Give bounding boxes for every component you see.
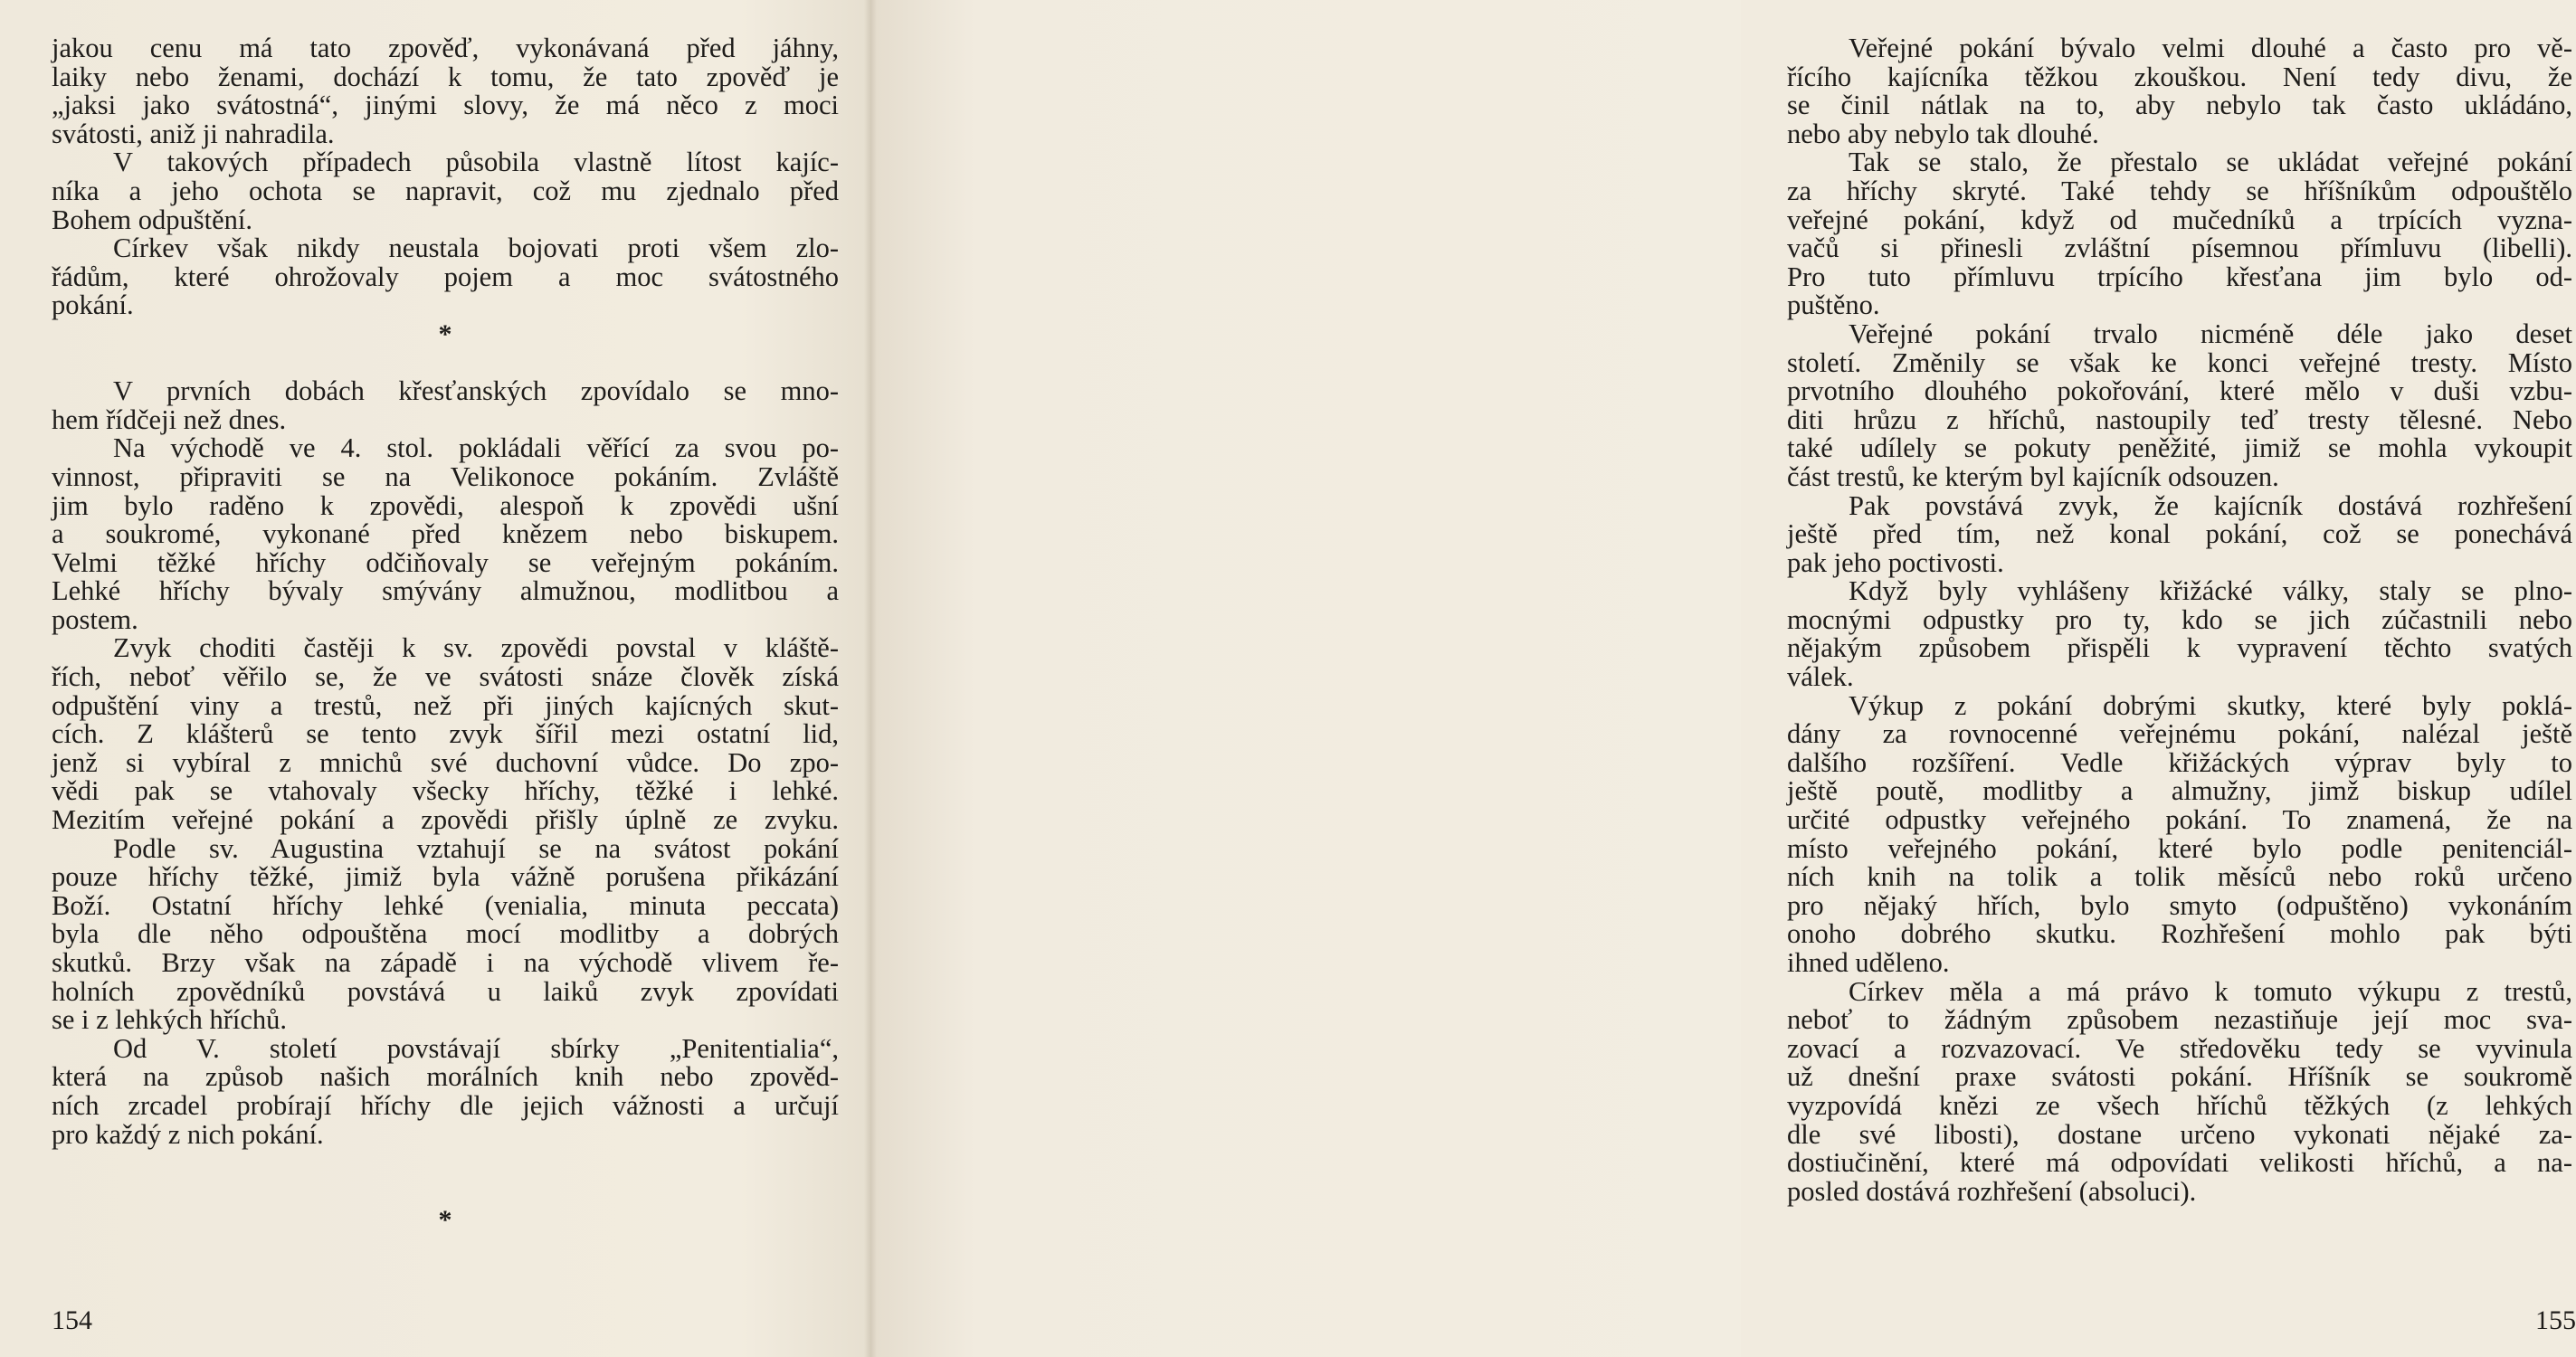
right-page-text-column xyxy=(1787,34,2572,1206)
text-line: Na východě ve 4. stol. pokládali věřící za svou po- xyxy=(113,432,839,464)
book-gutter xyxy=(864,0,877,1357)
text-line: mocnými odpustky pro ty, kdo se jich zúčastnili nebo xyxy=(1787,603,2572,635)
text-line: vačů si přinesli zvláštní písemnou přímluvu (libelli). xyxy=(1787,232,2572,264)
text-line: která na způsob našich morálních knih nebo zpověd- xyxy=(52,1061,839,1093)
text-line: skutků. Brzy však na západě i na východě vlivem ře- xyxy=(52,947,839,978)
text-line: nebo aby nebylo tak dlouhé. xyxy=(1787,118,2099,149)
text-line: Církev měla a má právo k tomuto výkupu z trestů, xyxy=(1849,975,2572,1007)
text-line: století. Změnily se však ke konci veřejné tresty. Místo xyxy=(1787,346,2572,378)
right-page xyxy=(870,0,2576,1357)
text-line: Boží. Ostatní hříchy lehké (venialia, minuta peccata) xyxy=(52,889,839,921)
text-line: za hříchy skryté. Také tehdy se hříšníkům odpouštělo xyxy=(1787,175,2572,206)
text-line: Zvyk choditi častěji k sv. zpovědi povstal v kláště- xyxy=(113,632,839,664)
text-line: posled dostává rozhřešení (absoluci). xyxy=(1787,1175,2197,1207)
text-line: ihned uděleno. xyxy=(1787,947,1950,978)
text-line: Bohem odpuštění. xyxy=(52,204,252,235)
text-line: „jaksi jako svátostná“, jinými slovy, že má něco z moci xyxy=(52,90,839,121)
text-line: Veřejné pokání bývalo velmi dlouhé a často pro vě- xyxy=(1849,33,2572,63)
text-line: dalšího rozšíření. Vedle křižáckých výprav byly to xyxy=(1787,746,2572,778)
text-line: ještě před tím, než konal pokání, což se ponechává xyxy=(1787,518,2572,550)
text-line: řícího kajícníka těžkou zkouškou. Není tedy divu, že xyxy=(1787,61,2572,92)
text-line: ještě poutě, modlitby a almužny, jimž biskup udílel xyxy=(1787,775,2572,807)
text-line: puštěno. xyxy=(1787,289,1880,321)
left-page-number: 154 xyxy=(52,1305,92,1335)
text-line: holních zpovědníků povstává u laiků zvyk zpovídati xyxy=(52,975,839,1007)
text-line: V prvních dobách křesťanských zpovídalo se mno- xyxy=(113,375,839,407)
left-page xyxy=(0,0,870,1357)
text-line: místo veřejného pokání, které bylo podle penitenciál- xyxy=(1787,832,2572,864)
text-line: V takových případech působila vlastně lítost kajíc- xyxy=(113,147,839,178)
text-line: diti hrůzu z hříchů, nastoupily teď tresty tělesné. Nebo xyxy=(1787,403,2572,435)
blank-line xyxy=(52,1149,839,1206)
text-line: Církev však nikdy neustala bojovati proti všem zlo- xyxy=(113,232,839,264)
text-line: onoho dobrého skutku. Rozhřešení mohlo pak býti xyxy=(1787,918,2572,950)
text-line: ních zrcadel probírají hříchy dle jejich vážnosti a určují xyxy=(52,1089,839,1121)
text-line: válek. xyxy=(1787,661,1854,693)
text-line: určité odpustky veřejného pokání. To znamená, že na xyxy=(1787,804,2572,836)
text-line: Velmi těžké hříchy odčiňovaly se veřejným pokáním. xyxy=(52,546,839,578)
text-line: pro nějaký hřích, bylo smyto (odpuštěno) vykonáním xyxy=(1787,889,2572,921)
text-line: Veřejné pokání trvalo nicméně déle jako deset xyxy=(1849,318,2572,349)
text-line: vědi pak se vtahovaly všecky hříchy, těžké i lehké. xyxy=(52,775,839,807)
text-line: veřejné pokání, když od mučedníků a trpících vyzna- xyxy=(1787,204,2572,235)
text-line: níka a jeho ochota se napravit, což mu zjednalo před xyxy=(52,175,839,206)
text-line: laiky nebo ženami, dochází k tomu, že tato zpověď je xyxy=(52,61,839,92)
text-line: dostiučinění, které má odpovídati velikosti hříchů, a na- xyxy=(1787,1147,2572,1179)
text-line: ních knih na tolik a tolik měsíců nebo roků určeno xyxy=(1787,861,2572,893)
text-line: Pak povstává zvyk, že kajícník dostává rozhřešení xyxy=(1849,489,2572,521)
section-separator-asterisk: * xyxy=(438,1205,452,1236)
blank-line xyxy=(52,349,839,378)
text-line: se činil nátlak na to, aby nebylo tak často ukládáno, xyxy=(1787,90,2572,121)
text-line: už dnešní praxe svátosti pokání. Hříšník se soukromě xyxy=(1787,1061,2572,1093)
text-line: cích. Z klášterů se tento zvyk šířil mezi ostatní lid, xyxy=(52,718,839,750)
text-line: postem. xyxy=(52,603,138,635)
text-line: jenž si vybíral z mnichů své duchovní vůdce. Do zpo- xyxy=(52,746,839,778)
text-line: pro každý z nich pokání. xyxy=(52,1118,324,1150)
text-line: Mezitím veřejné pokání a zpovědi přišly úplně ze zvyku. xyxy=(52,804,839,836)
text-line: Když byly vyhlášeny křižácké války, staly se plno- xyxy=(1849,575,2572,607)
left-page-text-column xyxy=(52,34,839,1235)
text-line: zovací a rozvazovací. Ve středověku tedy se vyvinula xyxy=(1787,1032,2572,1064)
text-line: vyzpovídá knězi ze všech hříchů těžkých (z lehkých xyxy=(1787,1089,2572,1121)
text-line: hem řídčeji než dnes. xyxy=(52,403,287,435)
text-line: Pro tuto přímluvu trpícího křesťana jim bylo od- xyxy=(1787,261,2572,292)
text-line: svátosti, aniž ji nahradila. xyxy=(52,118,335,149)
text-line: neboť to žádným způsobem nezastiňuje její moc sva- xyxy=(1787,1004,2572,1036)
text-line: Výkup z pokání dobrými skutky, které byly poklá- xyxy=(1849,689,2572,721)
text-line: odpuštění viny a trestů, než při jiných kajícných skut- xyxy=(52,689,839,721)
text-line: Podle sv. Augustina vztahují se na svátost pokání xyxy=(113,832,839,864)
text-line: dány za rovnocenné veřejnému pokání, nalézal ještě xyxy=(1787,718,2572,750)
text-line: Od V. století povstávají sbírky „Penitentialia“, xyxy=(113,1032,839,1064)
text-line: Tak se stalo, že přestalo se ukládat veřejné pokání xyxy=(1849,147,2572,178)
text-line: řích, neboť věřilo se, že ve svátosti snáze člověk získá xyxy=(52,661,839,693)
text-line: dle své libosti), dostane určeno vykonati nějaké za- xyxy=(1787,1118,2572,1150)
text-line: nějakým způsobem přispěli k vypravení těchto svatých xyxy=(1787,632,2572,664)
text-line: a soukromé, vykonané před knězem nebo biskupem. xyxy=(52,518,839,550)
text-line: pak jeho poctivosti. xyxy=(1787,546,2004,578)
text-line: Lehké hříchy bývaly smývány almužnou, modlitbou a xyxy=(52,575,839,607)
text-line: vinnost, připraviti se na Velikonoce pokáním. Zvláště xyxy=(52,460,839,492)
text-line: jim bylo raděno k zpovědi, alespoň k zpovědi ušní xyxy=(52,489,839,521)
right-page-number: 155 xyxy=(2535,1305,2576,1335)
text-line: řádům, které ohrožovaly pojem a moc svátostného xyxy=(52,261,839,292)
text-line: část trestů, ke kterým byl kajícník odsouzen. xyxy=(1787,460,2279,492)
text-line: pouze hříchy těžké, jimiž byla vážně porušena přikázání xyxy=(52,861,839,893)
text-line: byla dle něho odpouštěna mocí modlitby a dobrých xyxy=(52,918,839,950)
section-separator-asterisk: * xyxy=(438,318,452,349)
text-line: prvotního dlouhého pokořování, které mělo v duši vzbu- xyxy=(1787,375,2572,407)
text-line: také udílely se pokuty peněžité, jimiž se mohla vykoupit xyxy=(1787,432,2572,464)
text-line: jakou cenu má tato zpověď, vykonávaná před jáhny, xyxy=(52,33,839,63)
text-line: se i z lehkých hříchů. xyxy=(52,1004,288,1036)
text-line: pokání. xyxy=(52,289,134,321)
